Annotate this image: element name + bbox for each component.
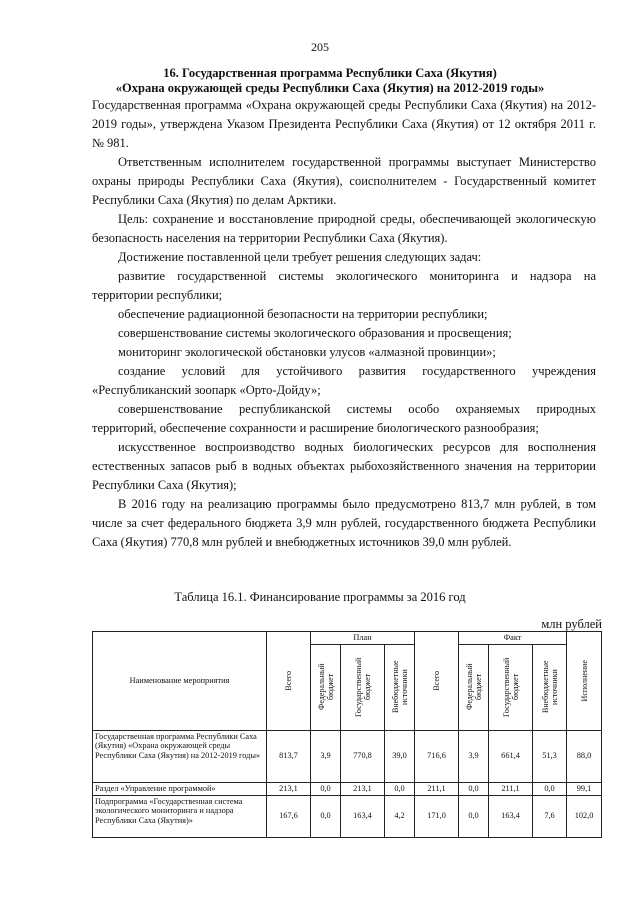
cell-execution: 88,0 (567, 730, 602, 782)
row-name: Подпрограмма «Государственная система экологического мониторинга и надзора Республики Саха (Якутия)» (93, 795, 267, 837)
cell-plan-total: 167,6 (267, 795, 311, 837)
section-heading (60, 66, 600, 96)
header-plan-federal: Федеральный бюджет (311, 644, 341, 730)
cell-fact-extra: 0,0 (533, 782, 567, 795)
cell-fact-total: 171,0 (415, 795, 459, 837)
cell-plan-state: 213,1 (341, 782, 385, 795)
table-row (93, 795, 602, 837)
cell-fact-federal: 0,0 (459, 795, 489, 837)
cell-plan-extra: 4,2 (385, 795, 415, 837)
paragraph: создание условий для устойчивого развития государственного учреждения «Республиканский зоопарк «Орто-Дойду»; (92, 364, 596, 397)
heading-line-2: «Охрана окружающей среды Республики Саха (Якутия) на 2012-2019 годы» (115, 81, 545, 95)
header-fact-extra: Внебюджетные источники (533, 644, 567, 730)
paragraph: В 2016 году на реализацию программы было предусмотрено 813,7 млн рублей, в том числе за счет федерального бюджета 3,9 млн рублей, государственного бюджета Республики Саха (Якутия) 770,8 млн рублей и внебюджетных источников 39,0 млн рублей. (92, 497, 596, 549)
cell-execution: 99,1 (567, 782, 602, 795)
cell-fact-federal: 0,0 (459, 782, 489, 795)
cell-plan-state: 770,8 (341, 730, 385, 782)
header-plan-state: Государственный бюджет (341, 644, 385, 730)
paragraph: искусственное воспроизводство водных биологических ресурсов для восполнения естественных запасов рыб в водных объектах рыбохозяйственного значения на территории Республики Саха (Якутия); (92, 440, 596, 492)
cell-execution: 102,0 (567, 795, 602, 837)
table-row (93, 782, 602, 795)
cell-fact-state: 163,4 (489, 795, 533, 837)
cell-plan-state: 163,4 (341, 795, 385, 837)
header-name: Наименование мероприятия (93, 632, 267, 731)
paragraph: мониторинг экологической обстановки улусов «алмазной провинции»; (118, 345, 496, 359)
header-plan: План (311, 632, 415, 645)
cell-fact-total: 716,6 (415, 730, 459, 782)
header-plan-extra: Внебюджетные источники (385, 644, 415, 730)
cell-plan-total: 213,1 (267, 782, 311, 795)
cell-fact-state: 661,4 (489, 730, 533, 782)
paragraph: Государственная программа «Охрана окружающей среды Республики Саха (Якутия) на 2012-2019 годы», утверждена Указом Президента Республики Саха (Якутия) от 12 октября 2011 г. № 981. (92, 98, 596, 150)
paragraph: Цель: сохранение и восстановление природной среды, обеспечивающей экологическую безопасность населения на территории Республики Саха (Якутия). (92, 212, 596, 245)
cell-plan-federal: 0,0 (311, 795, 341, 837)
row-name: Раздел «Управление программой» (93, 782, 267, 795)
paragraph: Достижение поставленной цели требует решения следующих задач: (118, 250, 482, 264)
header-fact-state: Государственный бюджет (489, 644, 533, 730)
paragraph: совершенствование системы экологического образования и просвещения; (118, 326, 512, 340)
cell-fact-total: 211,1 (415, 782, 459, 795)
cell-plan-extra: 39,0 (385, 730, 415, 782)
header-execution: Исполнение (567, 632, 602, 731)
paragraph: обеспечение радиационной безопасности на территории республики; (118, 307, 488, 321)
header-fact: Факт (459, 632, 567, 645)
header-fact-total: Всего (415, 632, 459, 731)
table-row (93, 730, 602, 782)
cell-fact-extra: 7,6 (533, 795, 567, 837)
cell-plan-total: 813,7 (267, 730, 311, 782)
cell-plan-extra: 0,0 (385, 782, 415, 795)
page-number: 205 (311, 40, 329, 54)
cell-plan-federal: 0,0 (311, 782, 341, 795)
paragraph: Ответственным исполнителем государственной программы выступает Министерство охраны природы Республики Саха (Якутия), соисполнителем - Государственный комитет Республики Саха (Якутия) по делам Арктики. (92, 155, 596, 207)
heading-line-1: 16. Государственная программа Республики Саха (Якутия) (163, 66, 497, 80)
table-caption: Таблица 16.1. Финансирование программы за 2016 год (174, 590, 466, 604)
body-text (92, 96, 596, 552)
header-fact-federal: Федеральный бюджет (459, 644, 489, 730)
cell-fact-state: 211,1 (489, 782, 533, 795)
row-name: Государственная программа Республики Саха (Якутия) «Охрана окружающей среды Республики Саха (Якутия) на 2012-2019 годы» (93, 730, 267, 782)
header-plan-total: Всего (267, 632, 311, 731)
paragraph: развитие государственной системы экологического мониторинга и надзора на территории республики; (92, 269, 596, 302)
paragraph: совершенствование республиканской системы особо охраняемых природных территорий, обеспечение сохранности и расширение биологического разнообразия; (92, 402, 596, 435)
cell-fact-federal: 3,9 (459, 730, 489, 782)
cell-fact-extra: 51,3 (533, 730, 567, 782)
financing-table (92, 631, 602, 838)
cell-plan-federal: 3,9 (311, 730, 341, 782)
table-units: млн рублей (541, 617, 602, 631)
